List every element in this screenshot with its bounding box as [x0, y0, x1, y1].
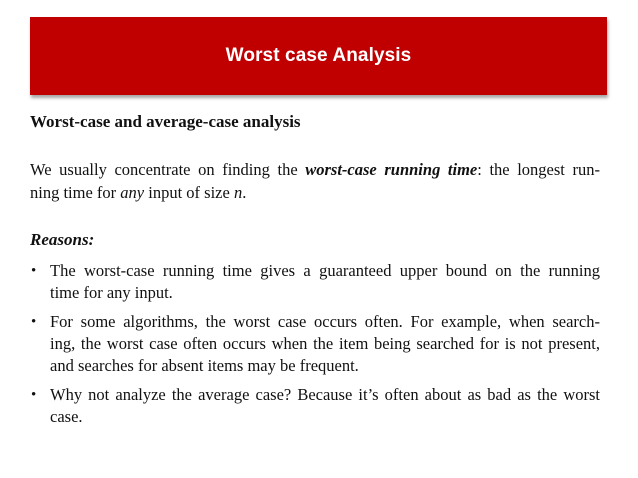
list-item	[30, 260, 600, 304]
intro-text-1: We usually concentrate on finding the	[30, 160, 306, 179]
bullet-line: The worst-case running time gives a guaranteed upper bound on the running	[50, 261, 600, 280]
intro-emphasis: worst-case running time	[305, 160, 478, 179]
intro-any: any	[120, 183, 145, 202]
bullet-line: For some algorithms, the worst case occurs often. For example, when search-	[50, 312, 600, 331]
intro-text-2: : the longest run-	[477, 160, 600, 179]
bullet-line: and searches for absent items may be frequent.	[50, 356, 359, 375]
intro-text-3: ning time for	[30, 183, 121, 202]
intro-text-5: .	[242, 183, 247, 202]
bullet-line: ing, the worst case often occurs when the item being searched for is not present,	[50, 334, 600, 353]
bullet-icon: •	[31, 263, 37, 279]
bullet-line: case.	[50, 407, 83, 426]
list-item	[30, 311, 600, 377]
bullet-line: Why not analyze the average case? Because it’s often about as bad as the worst	[50, 385, 600, 404]
intro-text-4: input of size	[144, 183, 234, 202]
intro-line-1	[30, 158, 600, 181]
bullet-line: time for any input.	[50, 283, 173, 302]
title-banner	[30, 17, 607, 95]
section-heading: Worst-case and average-case analysis	[30, 112, 301, 131]
slide-title: Worst case Analysis	[225, 45, 412, 66]
intro-n: n	[233, 183, 243, 202]
list-item	[30, 384, 600, 428]
intro-paragraph	[30, 158, 600, 204]
bullet-icon: •	[31, 314, 37, 330]
bullet-icon: •	[31, 387, 37, 403]
reasons-heading: Reasons:	[30, 230, 95, 249]
intro-line-2	[30, 181, 600, 204]
reasons-list	[30, 260, 600, 435]
